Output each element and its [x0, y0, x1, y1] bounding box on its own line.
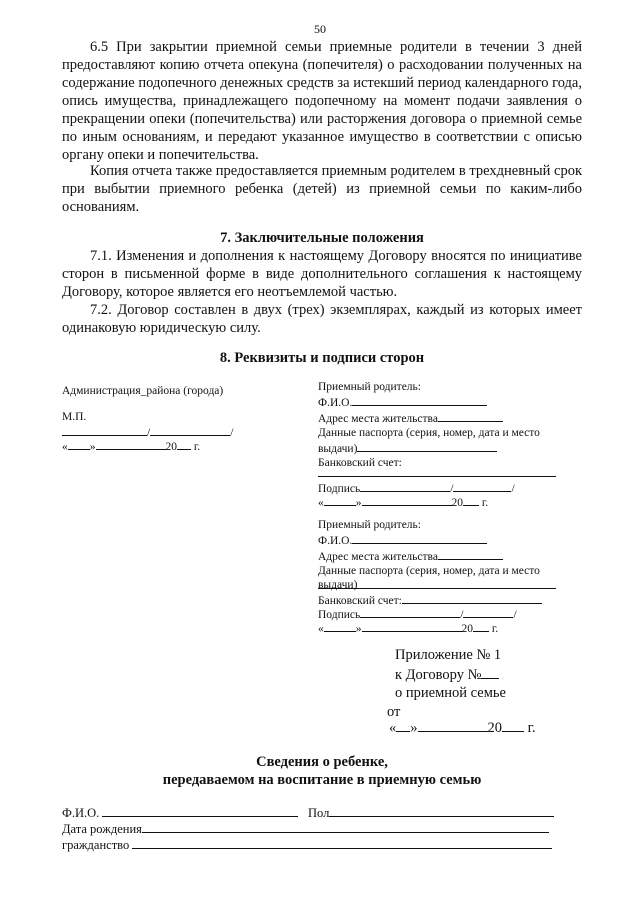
child-gender-field[interactable]: Пол	[308, 804, 554, 821]
parent-2-passport-label: Данные паспорта (серия, номер, дата и место	[318, 565, 540, 577]
admin-label: Администрация_района (города)	[62, 385, 224, 397]
parent-2-date-line[interactable]: « » 20 г.	[318, 620, 498, 636]
stamp-label: М.П.	[62, 411, 87, 423]
parent-1-block	[318, 380, 558, 470]
page-number: 50	[314, 22, 326, 36]
parent-1-date-line[interactable]: « » 20 г.	[318, 494, 488, 510]
parent-2-bank-field[interactable]: Банковский счет:	[318, 592, 542, 608]
child-info-subtitle: передаваемом на воспитание в приемную семью	[162, 772, 482, 788]
appendix-from: от	[387, 704, 401, 720]
admin-signature-line[interactable]: / /	[62, 424, 233, 440]
parent-1-address-field[interactable]: Адрес места жительства	[318, 410, 558, 426]
section-8-title: 8. Реквизиты и подписи сторон	[219, 350, 425, 366]
child-info-title: Сведения о ребенке,	[256, 754, 388, 770]
admin-date-line[interactable]: « » 20 г.	[62, 438, 200, 454]
parent-2-signature-line[interactable]: Подпись / /	[318, 606, 517, 622]
appendix-date-line[interactable]: « » 20 г.	[389, 720, 536, 736]
parent-1-passport-field[interactable]: выдачи)	[318, 440, 558, 456]
parent-2-passport-line[interactable]	[318, 588, 556, 589]
parent-2-block	[318, 518, 558, 592]
paragraph-7-1: 7.1. Изменения и дополнения к настоящему Договору вносятся по инициативе сторон в письменной форме в виде дополнительного соглашения к настоящему Договору, которое является его неотъемлемой частью.	[62, 248, 582, 300]
child-citizenship-field[interactable]: гражданство	[62, 836, 552, 853]
parent-1-fio-field[interactable]: Ф.И.О.	[318, 394, 558, 410]
appendix-title: Приложение № 1	[395, 647, 502, 663]
parent-1-passport-label: Данные паспорта (серия, номер, дата и место	[318, 427, 540, 439]
paragraph-6-5: 6.5 При закрытии приемной семьи приемные родители в течении 3 дней предоставляют копию отчета опекуна (попечителя) о расходовании полученных на содержание подопечного денежных средств за истекший период календарного года, опись имущества, принадлежащего подопечному на момент подачи заявления о прекращении опеки (попечительства) или расторжения договора о приемной семье по иным основаниям, и передают указанное имущество в соответствии с описью органу опеки и попечительства.	[62, 39, 582, 163]
appendix-contract-number[interactable]: к Договору №	[395, 665, 499, 685]
parent-2-address-field[interactable]: Адрес места жительства	[318, 548, 558, 564]
parent-1-bank-label: Банковский счет:	[318, 457, 402, 469]
parent-2-fio-field[interactable]: Ф.И.О.	[318, 532, 558, 548]
parent-2-title: Приемный родитель:	[318, 519, 421, 531]
parent-1-title: Приемный родитель:	[318, 381, 421, 393]
section-7-title: 7. Заключительные положения	[220, 230, 424, 246]
parent-2-passport-field[interactable]: выдачи)	[318, 579, 358, 591]
parent-1-bank-line[interactable]	[318, 476, 556, 477]
child-fio-field[interactable]: Ф.И.О.	[62, 804, 298, 821]
parent-1-signature-line[interactable]: Подпись / /	[318, 480, 515, 496]
paragraph-report-copy: Копия отчета также предоставляется приемным родителем в трехдневный срок при выбытии приемного ребенка (детей) из приемной семьи по каким-либо основаниям.	[62, 163, 582, 215]
child-birth-date-field[interactable]: Дата рождения	[62, 820, 549, 837]
paragraph-7-2: 7.2. Договор составлен в двух (трех) экземплярах, каждый из которых имеет одинаковую юридическую силу.	[62, 302, 582, 336]
appendix-subject: о приемной семье	[395, 685, 506, 701]
